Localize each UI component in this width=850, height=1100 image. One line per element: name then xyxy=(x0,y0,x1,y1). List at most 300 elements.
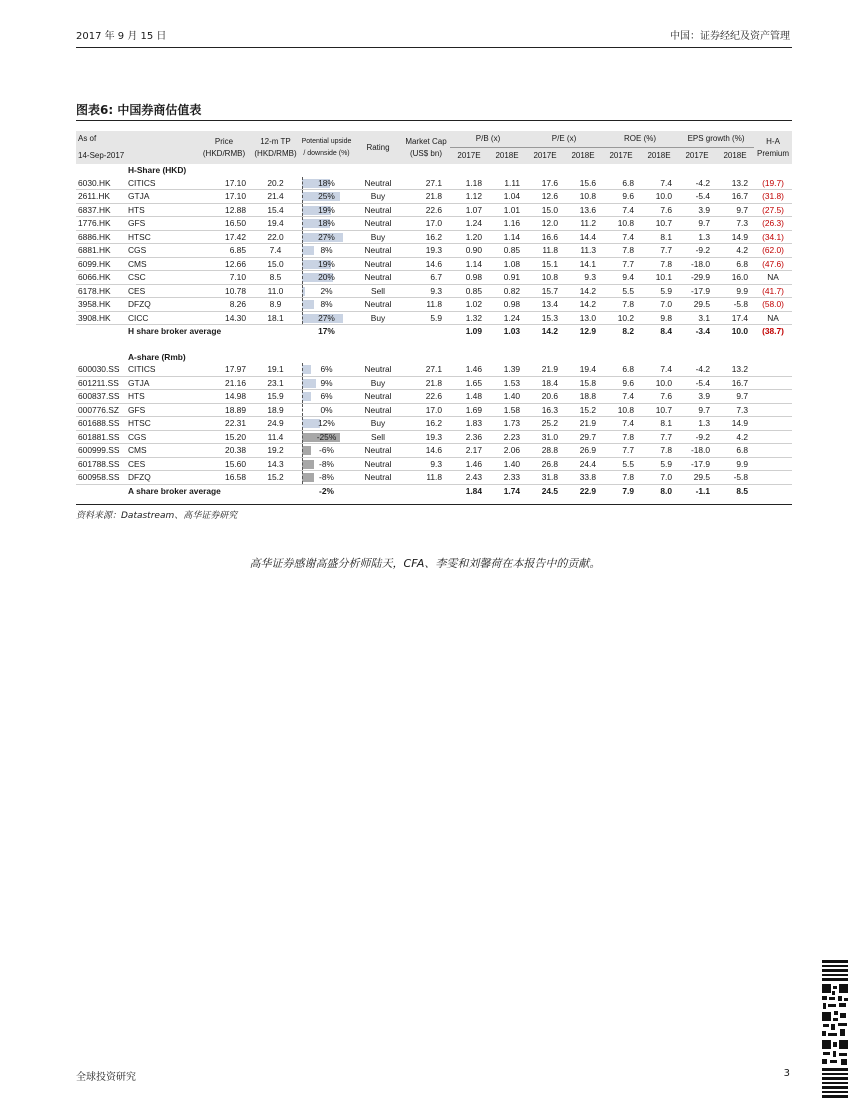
price-value: 7.10 xyxy=(196,271,252,285)
ha-premium-value: (41.7) xyxy=(754,284,792,298)
average-pb18: 1.74 xyxy=(488,484,526,497)
average-pe18: 12.9 xyxy=(564,325,602,338)
a-share-section xyxy=(76,351,792,364)
average-pe17: 24.5 xyxy=(526,484,564,497)
upside-bar-cell xyxy=(299,403,354,417)
upside-value: -6% xyxy=(319,445,334,456)
upside-bar-axis xyxy=(302,217,303,230)
table-row xyxy=(76,190,792,204)
pb17-value: 1.24 xyxy=(450,217,488,231)
head-potential: Potential upside / downside (%) xyxy=(299,131,354,164)
upside-bar-cell xyxy=(299,444,354,458)
upside-bar xyxy=(302,473,314,482)
target-price-value: 20.2 xyxy=(252,177,299,190)
pb17-value: 1.07 xyxy=(450,203,488,217)
blank-cell xyxy=(754,363,792,376)
upside-value: 8% xyxy=(320,245,333,256)
upside-bar-cell xyxy=(299,363,354,376)
roe17-value: 7.7 xyxy=(602,444,640,458)
roe18-value: 10.1 xyxy=(640,271,678,285)
roe18-value: 8.1 xyxy=(640,417,678,431)
table-row xyxy=(76,177,792,190)
header-rule xyxy=(76,47,792,48)
ticker-code: 600030.SS xyxy=(76,363,126,376)
pb17-value: 1.65 xyxy=(450,376,488,390)
roe18-value: 8.1 xyxy=(640,230,678,244)
price-value: 10.78 xyxy=(196,284,252,298)
blank-cell xyxy=(402,484,450,497)
market-cap-value: 21.8 xyxy=(402,190,450,204)
upside-value: 27% xyxy=(318,312,335,323)
target-price-value: 21.4 xyxy=(252,190,299,204)
broker-name: CICC xyxy=(126,311,196,325)
upside-bar xyxy=(302,446,311,455)
pe18-value: 13.6 xyxy=(564,203,602,217)
blank-cell xyxy=(354,484,402,497)
target-price-value: 19.4 xyxy=(252,217,299,231)
upside-bar xyxy=(302,246,314,255)
blank-cell xyxy=(754,417,792,431)
eps17-value: -17.9 xyxy=(678,284,716,298)
average-roe17: 7.9 xyxy=(602,484,640,497)
blank-cell xyxy=(754,444,792,458)
pe18-value: 14.2 xyxy=(564,298,602,312)
average-pb17: 1.84 xyxy=(450,484,488,497)
table-bottom-rule xyxy=(76,504,792,505)
market-cap-value: 11.8 xyxy=(402,298,450,312)
roe17-value: 6.8 xyxy=(602,363,640,376)
head-ha: H-A Premium xyxy=(754,131,792,164)
eps18-value: 16.7 xyxy=(716,376,754,390)
target-price-value: 24.9 xyxy=(252,417,299,431)
upside-bar-axis xyxy=(302,417,303,430)
upside-bar-cell xyxy=(299,271,354,285)
target-price-value: 8.9 xyxy=(252,298,299,312)
upside-bar-axis xyxy=(302,244,303,257)
average-upside: -2% xyxy=(299,484,354,497)
broker-name: GFS xyxy=(126,403,196,417)
eps18-value: 13.2 xyxy=(716,177,754,190)
pb18-value: 2.23 xyxy=(488,430,526,444)
blank-cell xyxy=(76,484,126,497)
rating-value: Neutral xyxy=(354,444,402,458)
rating-value: Neutral xyxy=(354,203,402,217)
broker-name: GTJA xyxy=(126,376,196,390)
upside-bar-axis xyxy=(302,363,303,376)
pe17-value: 26.8 xyxy=(526,457,564,471)
head-date: 14-Sep-2017 xyxy=(76,148,126,165)
roe17-value: 7.4 xyxy=(602,203,640,217)
upside-bar xyxy=(302,300,314,309)
pe18-value: 14.2 xyxy=(564,284,602,298)
price-value: 17.10 xyxy=(196,190,252,204)
section-label: H-Share (HKD) xyxy=(128,165,187,176)
rating-value: Neutral xyxy=(354,390,402,404)
target-price-value: 8.5 xyxy=(252,271,299,285)
broker-name: HTSC xyxy=(126,230,196,244)
roe18-value: 7.7 xyxy=(640,430,678,444)
pb18-value: 0.98 xyxy=(488,298,526,312)
ha-premium-value: (58.0) xyxy=(754,298,792,312)
market-cap-value: 16.2 xyxy=(402,230,450,244)
target-price-value: 15.0 xyxy=(252,257,299,271)
market-cap-value: 11.8 xyxy=(402,471,450,485)
upside-bar-cell xyxy=(299,390,354,404)
section-label: A-share (Rmb) xyxy=(128,351,186,362)
pb18-value: 1.16 xyxy=(488,217,526,231)
upside-bar-axis xyxy=(302,258,303,271)
header-title: 中国：证券经纪及资产管理 xyxy=(670,31,790,42)
upside-bar-axis xyxy=(302,471,303,484)
upside-bar-axis xyxy=(302,312,303,325)
head-roe: ROE (%) xyxy=(602,131,678,148)
upside-bar-cell xyxy=(299,284,354,298)
rating-value: Buy xyxy=(354,311,402,325)
ticker-code: 6837.HK xyxy=(76,203,126,217)
eps17-value: -4.2 xyxy=(678,363,716,376)
average-eps17: -1.1 xyxy=(678,484,716,497)
rating-value: Neutral xyxy=(354,298,402,312)
average-roe18: 8.4 xyxy=(640,325,678,338)
rating-value: Neutral xyxy=(354,363,402,376)
roe18-value: 5.9 xyxy=(640,284,678,298)
pe17-value: 12.6 xyxy=(526,190,564,204)
eps18-value: 4.2 xyxy=(716,430,754,444)
roe18-value: 7.4 xyxy=(640,177,678,190)
eps17-value: -18.0 xyxy=(678,257,716,271)
target-price-value: 22.0 xyxy=(252,230,299,244)
eps18-value: 9.9 xyxy=(716,457,754,471)
ticker-code: 2611.HK xyxy=(76,190,126,204)
table-row xyxy=(76,430,792,444)
roe17-value: 10.8 xyxy=(602,403,640,417)
upside-bar-cell xyxy=(299,190,354,204)
eps18-value: 7.3 xyxy=(716,403,754,417)
table-row xyxy=(76,217,792,231)
roe17-value: 6.8 xyxy=(602,177,640,190)
pe17-value: 15.0 xyxy=(526,203,564,217)
broker-name: GTJA xyxy=(126,190,196,204)
ticker-code: 6881.HK xyxy=(76,244,126,258)
eps17-value: -9.2 xyxy=(678,430,716,444)
blank-cell xyxy=(76,338,792,351)
eps18-value: -5.8 xyxy=(716,298,754,312)
eps17-value: 1.3 xyxy=(678,230,716,244)
ticker-code: 6178.HK xyxy=(76,284,126,298)
eps17-value: 3.9 xyxy=(678,203,716,217)
head-eps-2018: 2018E xyxy=(716,148,754,165)
pe17-value: 21.9 xyxy=(526,363,564,376)
pb18-value: 0.85 xyxy=(488,244,526,258)
upside-bar-cell xyxy=(299,376,354,390)
eps18-value: -5.8 xyxy=(716,471,754,485)
market-cap-value: 22.6 xyxy=(402,390,450,404)
roe18-value: 7.7 xyxy=(640,244,678,258)
table-row xyxy=(76,471,792,485)
upside-bar-axis xyxy=(302,390,303,403)
head-eps: EPS growth (%) xyxy=(678,131,754,148)
rating-value: Neutral xyxy=(354,257,402,271)
roe18-value: 10.7 xyxy=(640,217,678,231)
roe18-value: 7.8 xyxy=(640,444,678,458)
broker-name: CGS xyxy=(126,244,196,258)
pb17-value: 2.43 xyxy=(450,471,488,485)
pe17-value: 28.8 xyxy=(526,444,564,458)
table-row xyxy=(76,230,792,244)
average-row xyxy=(76,484,792,497)
target-price-value: 18.1 xyxy=(252,311,299,325)
eps17-value: -17.9 xyxy=(678,457,716,471)
upside-bar-axis xyxy=(302,377,303,390)
pe18-value: 26.9 xyxy=(564,444,602,458)
figure-title: 图表6: 中国券商估值表 xyxy=(76,103,202,117)
ticker-code: 600958.SS xyxy=(76,471,126,485)
eps17-value: -29.9 xyxy=(678,271,716,285)
pb18-value: 1.14 xyxy=(488,230,526,244)
pe18-value: 29.7 xyxy=(564,430,602,444)
upside-value: 18% xyxy=(318,218,335,229)
rating-value: Buy xyxy=(354,230,402,244)
roe18-value: 7.0 xyxy=(640,471,678,485)
source-note: 资料来源：Datastream、高华证券研究 xyxy=(76,511,238,521)
roe17-value: 9.6 xyxy=(602,190,640,204)
pb18-value: 1.04 xyxy=(488,190,526,204)
pb17-value: 1.48 xyxy=(450,390,488,404)
blank-cell xyxy=(754,471,792,485)
broker-name: DFZQ xyxy=(126,298,196,312)
valuation-table-body xyxy=(76,164,792,497)
target-price-value: 14.3 xyxy=(252,457,299,471)
target-price-value: 19.1 xyxy=(252,363,299,376)
ticker-code: 6099.HK xyxy=(76,257,126,271)
upside-bar-cell xyxy=(299,298,354,312)
table-row xyxy=(76,298,792,312)
average-label: A share broker average xyxy=(126,484,299,497)
pb18-value: 1.08 xyxy=(488,257,526,271)
upside-bar xyxy=(302,379,316,388)
upside-bar-cell xyxy=(299,177,354,190)
average-roe17: 8.2 xyxy=(602,325,640,338)
roe18-value: 5.9 xyxy=(640,457,678,471)
pb17-value: 1.20 xyxy=(450,230,488,244)
price-value: 17.10 xyxy=(196,177,252,190)
blank-cell xyxy=(354,325,402,338)
average-upside: 17% xyxy=(299,325,354,338)
table-row xyxy=(76,284,792,298)
market-cap-value: 22.6 xyxy=(402,203,450,217)
ha-premium-value: (47.6) xyxy=(754,257,792,271)
broker-name: CES xyxy=(126,284,196,298)
table-row xyxy=(76,444,792,458)
target-price-value: 19.2 xyxy=(252,444,299,458)
market-cap-value: 16.2 xyxy=(402,417,450,431)
upside-value: 0% xyxy=(320,404,333,415)
blank-cell xyxy=(76,325,126,338)
ticker-code: 601211.SS xyxy=(76,376,126,390)
price-value: 15.20 xyxy=(196,430,252,444)
broker-name: HTS xyxy=(126,203,196,217)
blank-cell xyxy=(754,457,792,471)
table-row xyxy=(76,311,792,325)
ticker-code: 601688.SS xyxy=(76,417,126,431)
ha-premium-value: (19.7) xyxy=(754,177,792,190)
upside-value: 27% xyxy=(318,231,335,242)
broker-name: DFZQ xyxy=(126,471,196,485)
table-row xyxy=(76,457,792,471)
roe18-value: 7.6 xyxy=(640,390,678,404)
target-price-value: 11.0 xyxy=(252,284,299,298)
rating-value: Sell xyxy=(354,284,402,298)
target-price-value: 15.2 xyxy=(252,471,299,485)
ticker-code: 000776.SZ xyxy=(76,403,126,417)
upside-bar-cell xyxy=(299,430,354,444)
pb17-value: 1.46 xyxy=(450,363,488,376)
rating-value: Neutral xyxy=(354,244,402,258)
target-price-value: 7.4 xyxy=(252,244,299,258)
upside-value: 19% xyxy=(318,204,335,215)
eps17-value: -18.0 xyxy=(678,444,716,458)
rating-value: Neutral xyxy=(354,403,402,417)
pb17-value: 2.17 xyxy=(450,444,488,458)
pb18-value: 2.33 xyxy=(488,471,526,485)
head-price: Price (HKD/RMB) xyxy=(196,131,252,164)
blank-cell xyxy=(754,376,792,390)
ticker-code: 1776.HK xyxy=(76,217,126,231)
upside-value: -8% xyxy=(319,472,334,483)
eps18-value: 9.7 xyxy=(716,203,754,217)
table-row xyxy=(76,403,792,417)
price-value: 12.66 xyxy=(196,257,252,271)
roe17-value: 7.8 xyxy=(602,298,640,312)
pe17-value: 15.7 xyxy=(526,284,564,298)
pe17-value: 16.6 xyxy=(526,230,564,244)
broker-name: CSC xyxy=(126,271,196,285)
market-cap-value: 17.0 xyxy=(402,217,450,231)
head-as-of: As of xyxy=(76,131,126,148)
pe17-value: 15.3 xyxy=(526,311,564,325)
market-cap-value: 9.3 xyxy=(402,457,450,471)
head-roe-2017: 2017E xyxy=(602,148,640,165)
upside-bar-axis xyxy=(302,204,303,217)
eps17-value: 9.7 xyxy=(678,403,716,417)
upside-bar-axis xyxy=(302,285,303,298)
pe17-value: 16.3 xyxy=(526,403,564,417)
upside-value: -8% xyxy=(319,458,334,469)
upside-bar-axis xyxy=(302,298,303,311)
pb17-value: 0.98 xyxy=(450,271,488,285)
valuation-table xyxy=(76,131,792,497)
ha-premium-value: (31.8) xyxy=(754,190,792,204)
rating-value: Sell xyxy=(354,430,402,444)
eps17-value: -4.2 xyxy=(678,177,716,190)
upside-bar-cell xyxy=(299,230,354,244)
h-share-section xyxy=(76,164,792,177)
average-pe18: 22.9 xyxy=(564,484,602,497)
pb17-value: 1.02 xyxy=(450,298,488,312)
table-row xyxy=(76,376,792,390)
blank-cell xyxy=(754,484,792,497)
pe18-value: 9.3 xyxy=(564,271,602,285)
footer-label: 全球投资研究 xyxy=(76,1072,136,1083)
ticker-code: 600999.SS xyxy=(76,444,126,458)
eps18-value: 14.9 xyxy=(716,417,754,431)
upside-value: 19% xyxy=(318,258,335,269)
rating-value: Buy xyxy=(354,376,402,390)
ticker-code: 6886.HK xyxy=(76,230,126,244)
price-value: 12.88 xyxy=(196,203,252,217)
upside-bar-cell xyxy=(299,217,354,231)
upside-bar-cell xyxy=(299,244,354,258)
broker-name: HTSC xyxy=(126,417,196,431)
eps17-value: 9.7 xyxy=(678,217,716,231)
pb18-value: 1.73 xyxy=(488,417,526,431)
ha-premium-value: (26.3) xyxy=(754,217,792,231)
rating-value: Neutral xyxy=(354,217,402,231)
pb18-value: 1.53 xyxy=(488,376,526,390)
ticker-code: 6030.HK xyxy=(76,177,126,190)
pe17-value: 20.6 xyxy=(526,390,564,404)
upside-bar-cell xyxy=(299,203,354,217)
roe17-value: 5.5 xyxy=(602,457,640,471)
upside-value: 20% xyxy=(318,272,335,283)
pe18-value: 33.8 xyxy=(564,471,602,485)
upside-bar-cell xyxy=(299,417,354,431)
upside-value: -25% xyxy=(316,431,337,442)
broker-name: HTS xyxy=(126,390,196,404)
upside-bar-cell xyxy=(299,471,354,485)
pe17-value: 11.8 xyxy=(526,244,564,258)
broker-name: GFS xyxy=(126,217,196,231)
pb18-value: 1.01 xyxy=(488,203,526,217)
eps17-value: 29.5 xyxy=(678,471,716,485)
ha-premium-value: NA xyxy=(754,311,792,325)
broker-name: CGS xyxy=(126,430,196,444)
price-value: 8.26 xyxy=(196,298,252,312)
upside-value: 9% xyxy=(320,377,333,388)
eps18-value: 6.8 xyxy=(716,257,754,271)
pb17-value: 2.36 xyxy=(450,430,488,444)
pe17-value: 13.4 xyxy=(526,298,564,312)
upside-value: 6% xyxy=(320,364,333,375)
target-price-value: 15.9 xyxy=(252,390,299,404)
eps18-value: 4.2 xyxy=(716,244,754,258)
pb18-value: 2.06 xyxy=(488,444,526,458)
market-cap-value: 27.1 xyxy=(402,363,450,376)
ticker-code: 601788.SS xyxy=(76,457,126,471)
roe18-value: 7.8 xyxy=(640,257,678,271)
pb17-value: 1.14 xyxy=(450,257,488,271)
roe17-value: 7.8 xyxy=(602,244,640,258)
pb18-value: 1.58 xyxy=(488,403,526,417)
price-value: 14.98 xyxy=(196,390,252,404)
blank-cell xyxy=(402,325,450,338)
head-pb-2017: 2017E xyxy=(450,148,488,165)
eps18-value: 16.0 xyxy=(716,271,754,285)
market-cap-value: 27.1 xyxy=(402,177,450,190)
eps17-value: 3.9 xyxy=(678,390,716,404)
price-value: 6.85 xyxy=(196,244,252,258)
eps17-value: 3.1 xyxy=(678,311,716,325)
acknowledgement: 高华证券感谢高盛分析师陆天，CFA、李雯和刘馨荷在本报告中的贡献。 xyxy=(249,557,601,570)
average-pb17: 1.09 xyxy=(450,325,488,338)
section-spacer xyxy=(76,338,792,351)
eps18-value: 14.9 xyxy=(716,230,754,244)
pb17-value: 1.12 xyxy=(450,190,488,204)
ha-premium-value: (62.0) xyxy=(754,244,792,258)
pe18-value: 21.9 xyxy=(564,417,602,431)
market-cap-value: 6.7 xyxy=(402,271,450,285)
roe17-value: 7.4 xyxy=(602,417,640,431)
